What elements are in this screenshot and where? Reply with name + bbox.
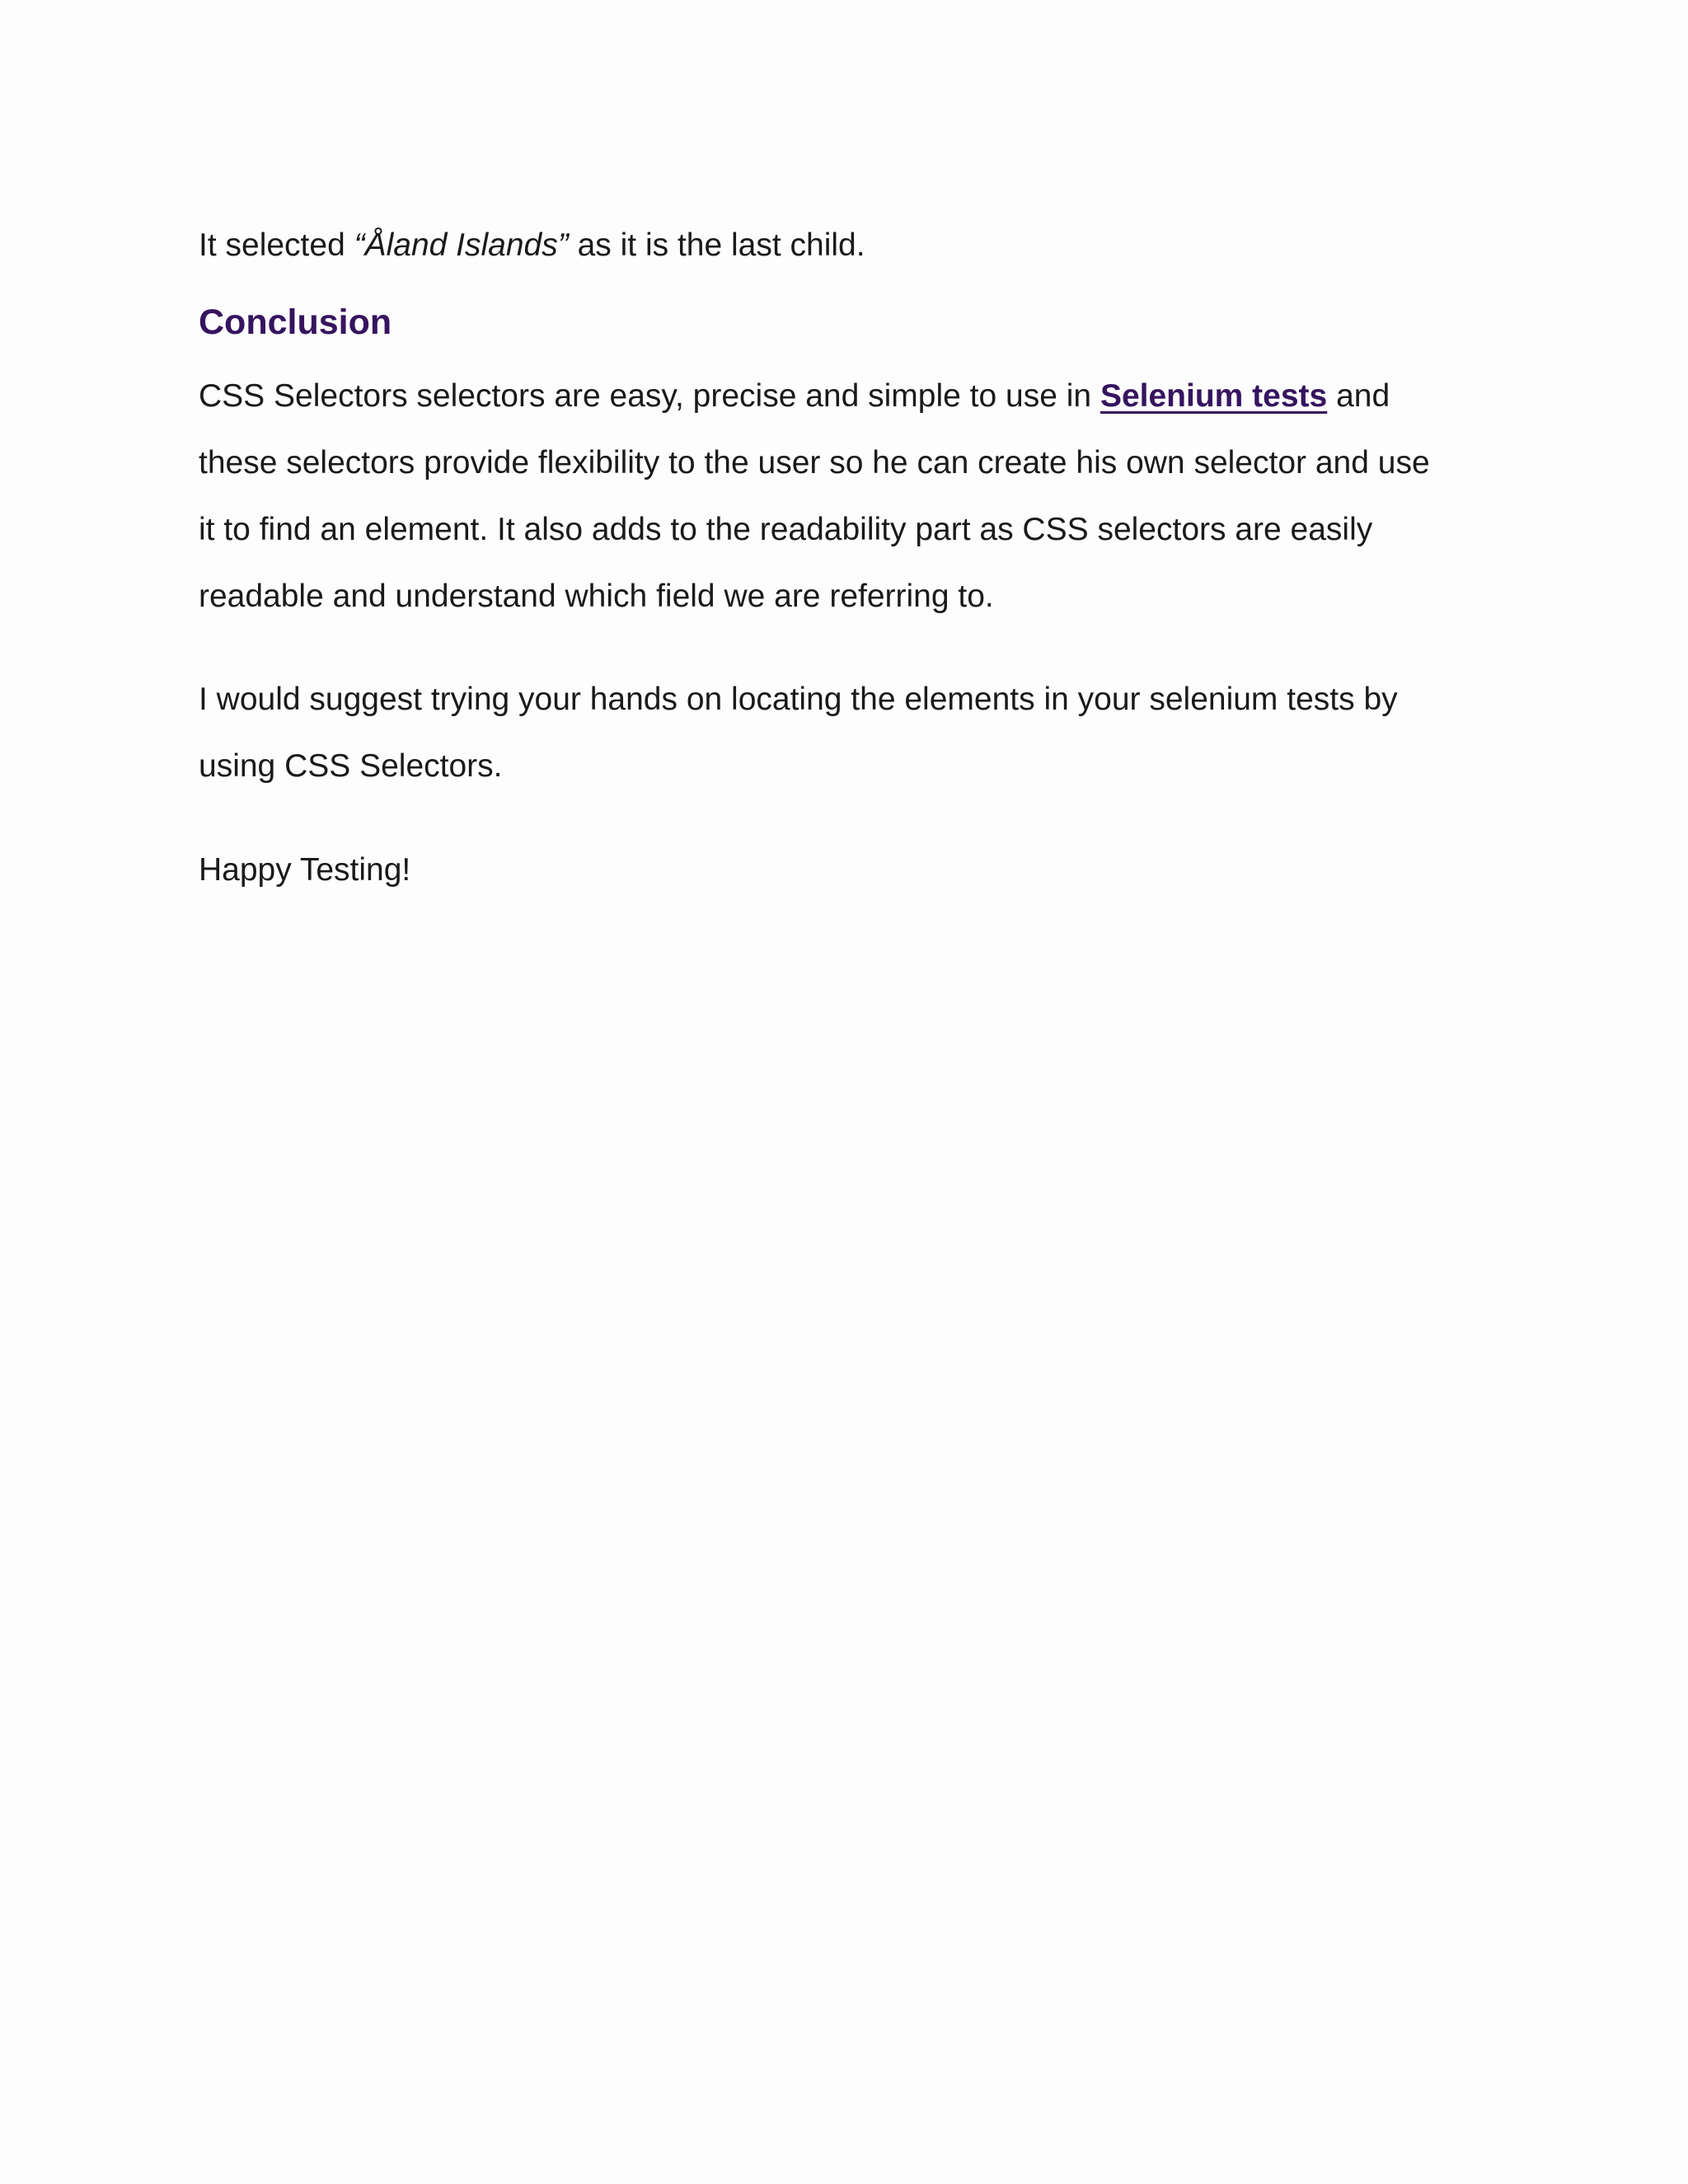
intro-paragraph — [199, 213, 1517, 279]
conclusion-heading: Conclusion — [199, 302, 392, 342]
closing-line: Happy Testing! — [199, 852, 411, 888]
intro-prefix: It selected — [199, 227, 354, 263]
suggestion-paragraph — [199, 666, 1517, 799]
intro-suffix: as it is the last child. — [568, 227, 865, 263]
conclusion-line-1-pre: CSS Selectors selectors are easy, precise and simple to use in — [199, 378, 1100, 414]
conclusion-line-1-post: and — [1327, 378, 1390, 414]
conclusion-line-4: readable and understand which field we are referring to. — [199, 579, 994, 614]
conclusion-paragraph — [199, 363, 1517, 630]
conclusion-line-2: these selectors provide flexibility to the user so he can create his own selector and use — [199, 445, 1430, 480]
intro-emphasis: “Åland Islands” — [354, 227, 569, 263]
conclusion-line-1 — [199, 363, 1517, 429]
conclusion-line-3: it to find an element. It also adds to the readability part as CSS selectors are easily — [199, 512, 1373, 547]
suggestion-line-2: using CSS Selectors. — [199, 748, 503, 784]
selenium-tests-link[interactable]: Selenium tests — [1100, 378, 1328, 414]
suggestion-line-1: I would suggest trying your hands on locating the elements in your selenium tests by — [199, 682, 1398, 717]
